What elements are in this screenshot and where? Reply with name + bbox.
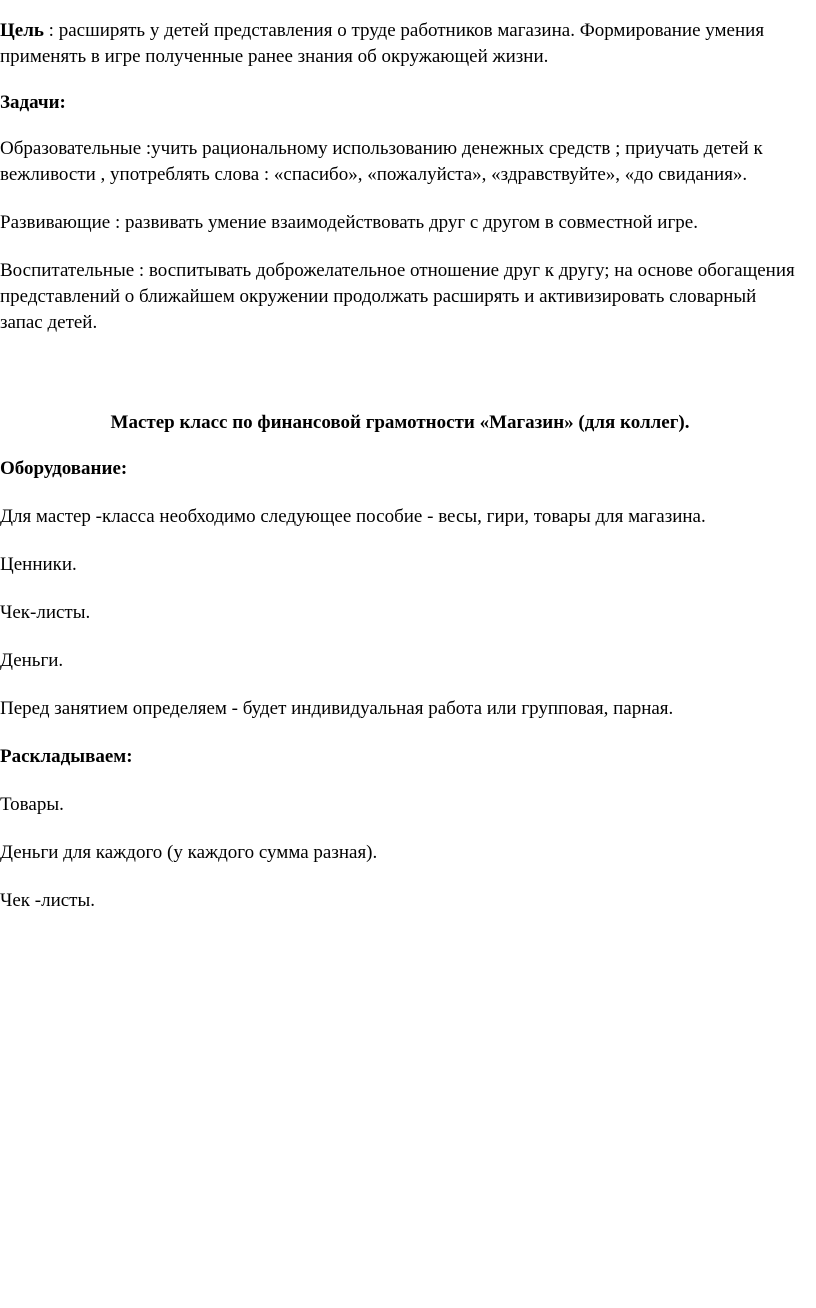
goal-paragraph (0, 18, 800, 70)
goal-text: : расширять у детей представления о труде работников магазина. Формирование умения применять в игре полученные ранее знания об окружающей жизни. (0, 20, 765, 67)
document-page (0, 18, 800, 934)
equipment-note: Перед занятием определяем - будет индивидуальная работа или групповая, парная. (0, 698, 674, 719)
layout-heading: Раскладываем: (0, 746, 133, 767)
layout-item: Товары. (0, 794, 64, 815)
equipment-intro: Для мастер -класса необходимо следующее пособие - весы, гири, товары для магазина. (0, 506, 706, 527)
master-class-title: Мастер класс по финансовой грамотности «Магазин» (для коллег). (110, 412, 690, 433)
equipment-heading: Оборудование: (0, 458, 128, 479)
task-developing: Развивающие : развивать умение взаимодействовать друг с другом в совместной игре. (0, 212, 698, 233)
task-upbringing: Воспитательные : воспитывать доброжелательное отношение друг к другу; на основе обогащения представлений о ближайшем окружении продолжать расширять и активизировать словарный запас детей. (0, 260, 795, 333)
equipment-item: Ценники. (0, 554, 77, 575)
equipment-item: Деньги. (0, 650, 64, 671)
layout-item: Чек -листы. (0, 890, 95, 911)
goal-label: Цель (0, 20, 44, 41)
task-educational: Образовательные :учить рациональному использованию денежных средств ; приучать детей к вежливости , употреблять слова : «спасибо», «пожалуйста», «здравствуйте», «до свидания». (0, 138, 763, 185)
tasks-heading: Задачи: (0, 92, 66, 113)
equipment-item: Чек-листы. (0, 602, 91, 623)
layout-item: Деньги для каждого (у каждого сумма разная). (0, 842, 378, 863)
